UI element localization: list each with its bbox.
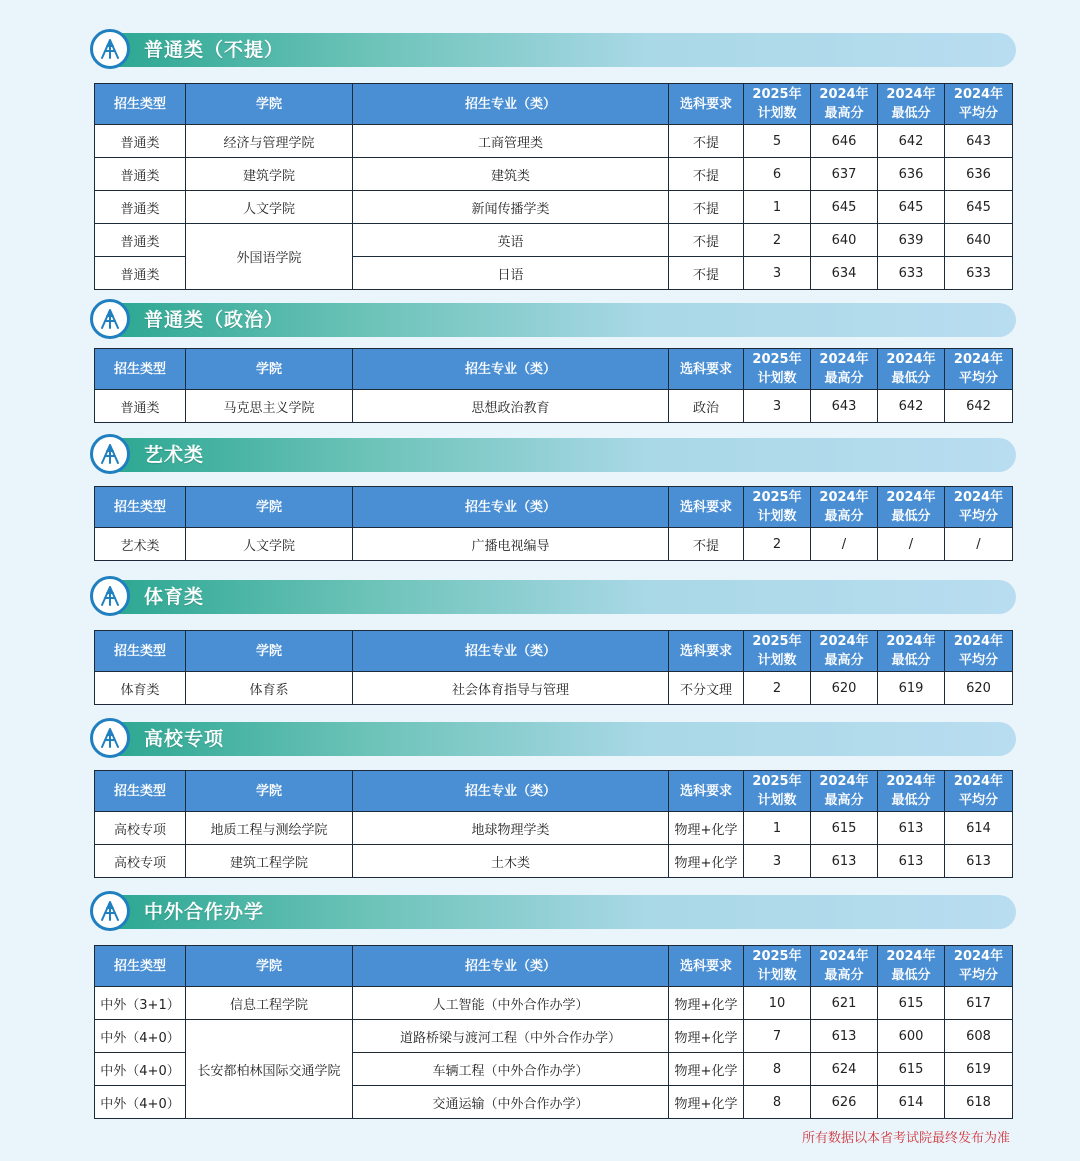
cell-major: 日语 [353,257,669,290]
header-max-score: 2024年 最高分 [811,487,878,528]
header-subject-requirement: 选科要求 [669,487,744,528]
header-admission-type: 招生类型 [95,946,186,987]
admission-table [94,348,1013,423]
header-min-score: 2024年 最低分 [878,771,945,812]
header-college: 学院 [186,631,353,672]
header-max-score: 2024年 最高分 [811,631,878,672]
cell-college: 外国语学院 [186,224,353,290]
cell-admission-type: 普通类 [95,257,186,290]
cell-admission-type: 体育类 [95,672,186,705]
table-header-row [95,946,1013,987]
table-row [95,125,1013,158]
cell-plan-count: 3 [744,257,811,290]
header-admission-type: 招生类型 [95,631,186,672]
header-major: 招生专业（类） [353,946,669,987]
header-min-score: 2024年 最低分 [878,487,945,528]
cell-plan-count: 1 [744,191,811,224]
cell-max-score: 634 [811,257,878,290]
table-row [95,672,1013,705]
section-title: 高校专项 [144,728,225,750]
cell-plan-count: 3 [744,845,811,878]
cell-college: 建筑工程学院 [186,845,353,878]
header-major: 招生专业（类） [353,771,669,812]
cell-admission-type: 普通类 [95,390,186,423]
cell-major: 人工智能（中外合作办学） [353,987,669,1020]
admission-table [94,945,1013,1119]
cell-max-score: 613 [811,1020,878,1053]
admission-table [94,83,1013,290]
university-logo-icon [90,576,130,616]
cell-major: 社会体育指导与管理 [353,672,669,705]
header-subject-requirement: 选科要求 [669,946,744,987]
section-banner [92,303,1016,337]
table-row [95,528,1013,561]
header-max-score: 2024年 最高分 [811,84,878,125]
header-avg-score: 2024年 平均分 [945,487,1013,528]
cell-min-score: 615 [878,987,945,1020]
cell-max-score: 624 [811,1053,878,1086]
cell-plan-count: 8 [744,1086,811,1119]
cell-college: 体育系 [186,672,353,705]
header-plan-count: 2025年 计划数 [744,349,811,390]
section-banner [92,33,1016,67]
section-banner [92,895,1016,929]
header-max-score: 2024年 最高分 [811,349,878,390]
cell-min-score: 600 [878,1020,945,1053]
cell-avg-score: 640 [945,224,1013,257]
cell-plan-count: 3 [744,390,811,423]
cell-plan-count: 2 [744,528,811,561]
section-title: 体育类 [144,586,205,608]
cell-max-score: 615 [811,812,878,845]
table-row [95,158,1013,191]
cell-avg-score: 608 [945,1020,1013,1053]
header-major: 招生专业（类） [353,349,669,390]
section-title: 艺术类 [144,444,205,466]
cell-min-score: 613 [878,845,945,878]
cell-plan-count: 7 [744,1020,811,1053]
cell-max-score: 637 [811,158,878,191]
cell-min-score: 639 [878,224,945,257]
header-subject-requirement: 选科要求 [669,771,744,812]
table-header-row [95,349,1013,390]
cell-plan-count: 2 [744,672,811,705]
cell-subject-requirement: 不提 [669,528,744,561]
cell-subject-requirement: 物理+化学 [669,1086,744,1119]
header-plan-count: 2025年 计划数 [744,84,811,125]
cell-avg-score: 618 [945,1086,1013,1119]
header-avg-score: 2024年 平均分 [945,946,1013,987]
header-min-score: 2024年 最低分 [878,84,945,125]
cell-subject-requirement: 物理+化学 [669,1020,744,1053]
header-college: 学院 [186,84,353,125]
cell-max-score: 640 [811,224,878,257]
university-logo-icon [90,718,130,758]
footnote: 所有数据以本省考试院最终发布为准 [801,1131,1010,1146]
admission-table [94,486,1013,561]
cell-min-score: 633 [878,257,945,290]
cell-max-score: 646 [811,125,878,158]
table-row [95,390,1013,423]
header-admission-type: 招生类型 [95,84,186,125]
table-header-row [95,771,1013,812]
header-college: 学院 [186,349,353,390]
header-avg-score: 2024年 平均分 [945,771,1013,812]
table-row [95,987,1013,1020]
cell-subject-requirement: 政治 [669,390,744,423]
cell-subject-requirement: 不提 [669,224,744,257]
header-major: 招生专业（类） [353,631,669,672]
section-banner [92,722,1016,756]
cell-major: 新闻传播学类 [353,191,669,224]
table-header-row [95,84,1013,125]
cell-subject-requirement: 不提 [669,191,744,224]
cell-college: 建筑学院 [186,158,353,191]
cell-admission-type: 普通类 [95,224,186,257]
header-college: 学院 [186,771,353,812]
cell-avg-score: 633 [945,257,1013,290]
header-major: 招生专业（类） [353,487,669,528]
cell-admission-type: 中外（4+0） [95,1086,186,1119]
cell-major: 思想政治教育 [353,390,669,423]
header-college: 学院 [186,946,353,987]
cell-max-score: 613 [811,845,878,878]
cell-max-score: 645 [811,191,878,224]
cell-admission-type: 中外（3+1） [95,987,186,1020]
cell-major: 工商管理类 [353,125,669,158]
header-admission-type: 招生类型 [95,487,186,528]
table-row [95,191,1013,224]
table-row [95,224,1013,257]
cell-college: 地质工程与测绘学院 [186,812,353,845]
university-logo-icon [90,299,130,339]
cell-min-score: 614 [878,1086,945,1119]
cell-max-score: 620 [811,672,878,705]
header-admission-type: 招生类型 [95,771,186,812]
cell-major: 车辆工程（中外合作办学） [353,1053,669,1086]
cell-min-score: 615 [878,1053,945,1086]
cell-admission-type: 艺术类 [95,528,186,561]
table-header-row [95,487,1013,528]
cell-min-score: 619 [878,672,945,705]
cell-plan-count: 1 [744,812,811,845]
cell-min-score: 642 [878,125,945,158]
cell-subject-requirement: 物理+化学 [669,812,744,845]
admission-table [94,630,1013,705]
header-subject-requirement: 选科要求 [669,349,744,390]
cell-min-score: 645 [878,191,945,224]
cell-subject-requirement: 物理+化学 [669,1053,744,1086]
cell-college: 马克思主义学院 [186,390,353,423]
cell-min-score: 636 [878,158,945,191]
cell-admission-type: 中外（4+0） [95,1020,186,1053]
cell-plan-count: 8 [744,1053,811,1086]
cell-college: 人文学院 [186,528,353,561]
section-title: 普通类（不提） [144,39,285,61]
header-avg-score: 2024年 平均分 [945,349,1013,390]
cell-subject-requirement: 物理+化学 [669,845,744,878]
section-title: 中外合作办学 [144,901,265,923]
header-subject-requirement: 选科要求 [669,631,744,672]
header-plan-count: 2025年 计划数 [744,487,811,528]
cell-major: 交通运输（中外合作办学） [353,1086,669,1119]
header-avg-score: 2024年 平均分 [945,84,1013,125]
cell-college: 经济与管理学院 [186,125,353,158]
cell-avg-score: 619 [945,1053,1013,1086]
cell-admission-type: 普通类 [95,125,186,158]
cell-avg-score: 620 [945,672,1013,705]
table-row [95,1020,1013,1053]
cell-avg-score: 642 [945,390,1013,423]
cell-avg-score: 636 [945,158,1013,191]
header-major: 招生专业（类） [353,84,669,125]
header-plan-count: 2025年 计划数 [744,771,811,812]
cell-subject-requirement: 不提 [669,125,744,158]
header-max-score: 2024年 最高分 [811,946,878,987]
header-min-score: 2024年 最低分 [878,631,945,672]
section-title: 普通类（政治） [144,309,285,331]
header-max-score: 2024年 最高分 [811,771,878,812]
cell-avg-score: 617 [945,987,1013,1020]
university-logo-icon [90,29,130,69]
cell-admission-type: 高校专项 [95,845,186,878]
header-admission-type: 招生类型 [95,349,186,390]
cell-subject-requirement: 不分文理 [669,672,744,705]
university-logo-icon [90,891,130,931]
cell-plan-count: 5 [744,125,811,158]
cell-avg-score: 645 [945,191,1013,224]
cell-avg-score: 614 [945,812,1013,845]
cell-major: 地球物理学类 [353,812,669,845]
cell-max-score: 626 [811,1086,878,1119]
table-row [95,812,1013,845]
cell-max-score: 621 [811,987,878,1020]
table-row [95,845,1013,878]
cell-max-score: / [811,528,878,561]
cell-avg-score: 613 [945,845,1013,878]
admission-table [94,770,1013,878]
cell-plan-count: 10 [744,987,811,1020]
cell-college: 人文学院 [186,191,353,224]
header-plan-count: 2025年 计划数 [744,946,811,987]
header-plan-count: 2025年 计划数 [744,631,811,672]
section-banner [92,580,1016,614]
university-logo-icon [90,434,130,474]
cell-plan-count: 6 [744,158,811,191]
cell-min-score: 613 [878,812,945,845]
header-avg-score: 2024年 平均分 [945,631,1013,672]
cell-major: 建筑类 [353,158,669,191]
cell-avg-score: 643 [945,125,1013,158]
cell-major: 道路桥梁与渡河工程（中外合作办学） [353,1020,669,1053]
cell-subject-requirement: 物理+化学 [669,987,744,1020]
cell-college: 长安都柏林国际交通学院 [186,1020,353,1119]
cell-min-score: / [878,528,945,561]
header-college: 学院 [186,487,353,528]
header-subject-requirement: 选科要求 [669,84,744,125]
cell-college: 信息工程学院 [186,987,353,1020]
cell-admission-type: 普通类 [95,191,186,224]
cell-admission-type: 高校专项 [95,812,186,845]
cell-max-score: 643 [811,390,878,423]
cell-major: 土木类 [353,845,669,878]
header-min-score: 2024年 最低分 [878,349,945,390]
cell-avg-score: / [945,528,1013,561]
table-header-row [95,631,1013,672]
cell-major: 英语 [353,224,669,257]
section-banner [92,438,1016,472]
cell-subject-requirement: 不提 [669,158,744,191]
cell-min-score: 642 [878,390,945,423]
cell-admission-type: 中外（4+0） [95,1053,186,1086]
header-min-score: 2024年 最低分 [878,946,945,987]
cell-subject-requirement: 不提 [669,257,744,290]
cell-admission-type: 普通类 [95,158,186,191]
cell-plan-count: 2 [744,224,811,257]
cell-major: 广播电视编导 [353,528,669,561]
